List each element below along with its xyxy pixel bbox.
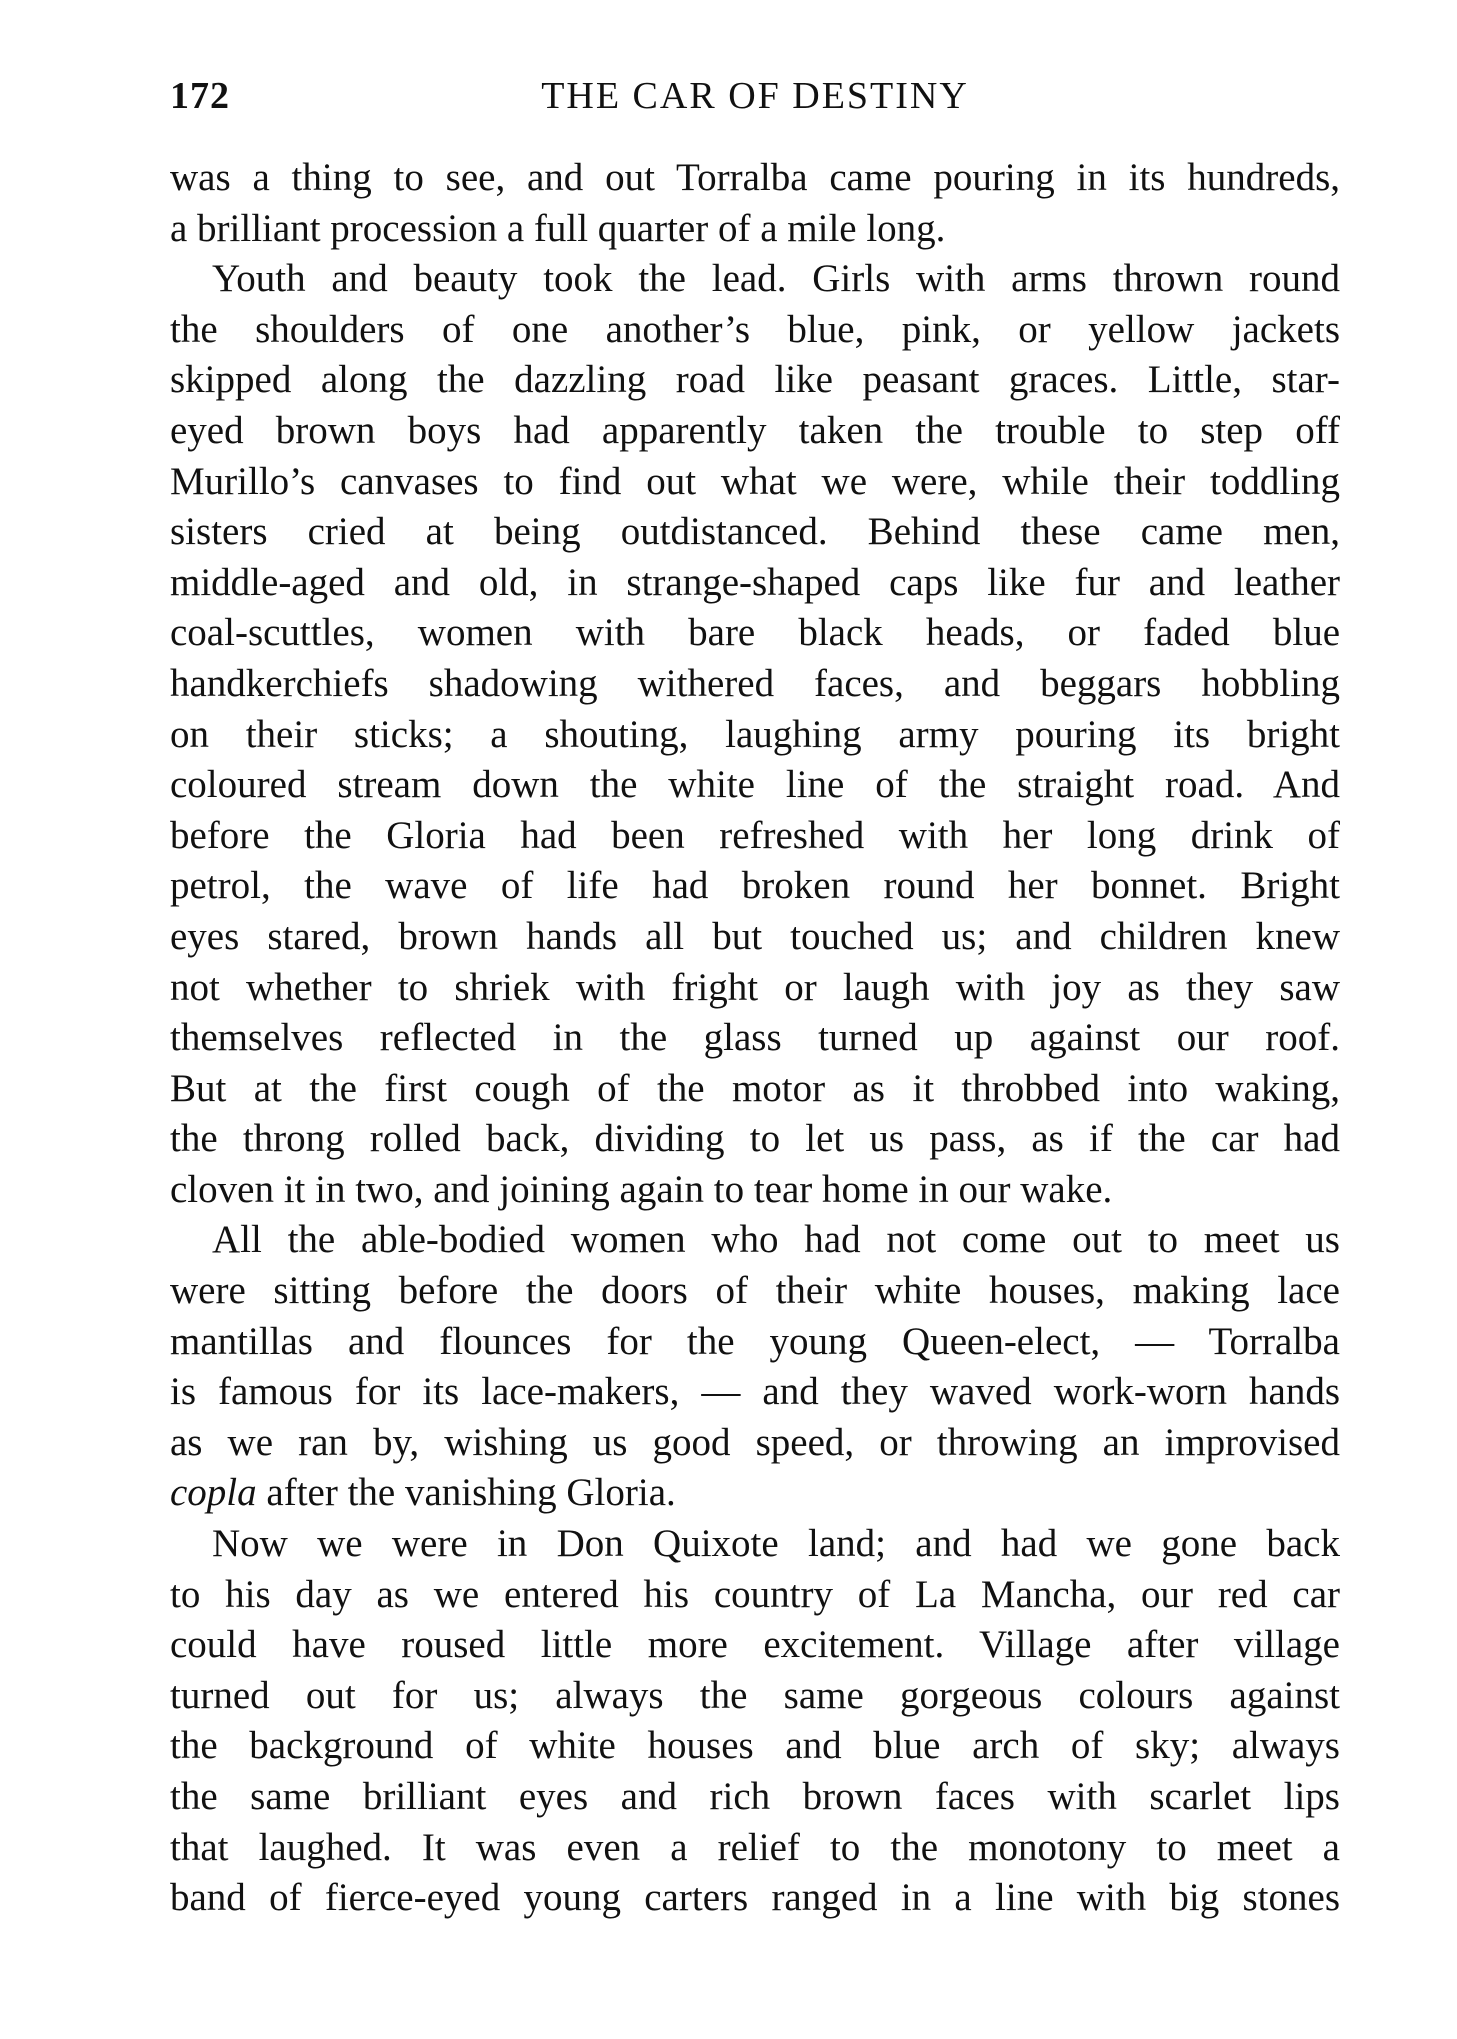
text-line: middle-aged and old, in strange-shaped caps like fur and leather [170, 560, 1340, 604]
text-line: mantillas and flounces for the young Queen-elect, — Torralba [170, 1319, 1340, 1363]
text-line: themselves reflected in the glass turned up against our roof. [170, 1016, 1340, 1060]
text-line: coloured stream down the white line of the straight road. And [170, 763, 1340, 807]
text-line: as we ran by, wishing us good speed, or throwing an improvised [170, 1420, 1340, 1464]
text-line: coal-scuttles, women with bare black heads, or faded blue [170, 611, 1340, 655]
text-line: Youth and beauty took the lead. Girls with arms thrown round [212, 257, 1340, 301]
text-line: turned out for us; always the same gorgeous colours against [170, 1673, 1340, 1717]
text-line: sisters cried at being outdistanced. Behind these came men, [170, 510, 1340, 554]
page-number: 172 [170, 75, 230, 117]
body-text [170, 153, 1340, 1924]
text-line: the throng rolled back, dividing to let us pass, as if the car had [170, 1117, 1340, 1161]
text-line: Murillo’s canvases to find out what we were, while their toddling [170, 459, 1340, 503]
text-line: skipped along the dazzling road like peasant graces. Little, star- [170, 358, 1340, 402]
text-line: was a thing to see, and out Torralba came pouring in its hundreds, [170, 156, 1340, 199]
text-line: on their sticks; a shouting, laughing army pouring its bright [170, 712, 1340, 756]
text-line: band of fierce-eyed young carters ranged in a line with big stones [170, 1876, 1340, 1920]
text-line: that laughed. It was even a relief to the monotony to meet a [170, 1825, 1340, 1869]
text-line: to his day as we entered his country of La Mancha, our red car [170, 1572, 1340, 1616]
text-line: were sitting before the doors of their white houses, making lace [170, 1269, 1340, 1313]
text-line: But at the first cough of the motor as it throbbed into waking, [170, 1066, 1340, 1110]
text-line: before the Gloria had been refreshed with her long drink of [170, 813, 1340, 857]
text-line: petrol, the wave of life had broken round her bonnet. Bright [170, 864, 1340, 908]
running-title: THE CAR OF DESTINY [541, 75, 969, 117]
text-line: not whether to shriek with fright or laugh with joy as they saw [170, 965, 1340, 1009]
page-header [170, 74, 1340, 134]
text-line: eyes stared, brown hands all but touched us; and children knew [170, 914, 1340, 958]
text-line: the background of white houses and blue arch of sky; always [170, 1724, 1340, 1768]
italic-word: copla [170, 1471, 257, 1515]
text-line: eyed brown boys had apparently taken the trouble to step off [170, 408, 1340, 452]
text-line: All the able-bodied women who had not come out to meet us [212, 1218, 1340, 1262]
text-line: cloven it in two, and joining again to tear home in our wake. [170, 1167, 1113, 1211]
text-line: Now we were in Don Quixote land; and had we gone back [212, 1522, 1340, 1566]
text-line-with-italic [170, 1468, 1340, 1519]
text-line-rest: after the vanishing Gloria. [266, 1471, 676, 1515]
text-line: could have roused little more excitement. Village after village [170, 1623, 1340, 1667]
text-line: the same brilliant eyes and rich brown faces with scarlet lips [170, 1775, 1340, 1818]
text-line: the shoulders of one another’s blue, pink, or yellow jackets [170, 307, 1340, 351]
text-line: a brilliant procession a full quarter of a mile long. [170, 206, 946, 250]
text-line: is famous for its lace-makers, — and they waved work-worn hands [170, 1370, 1340, 1414]
text-line: handkerchiefs shadowing withered faces, and beggars hobbling [170, 661, 1340, 705]
